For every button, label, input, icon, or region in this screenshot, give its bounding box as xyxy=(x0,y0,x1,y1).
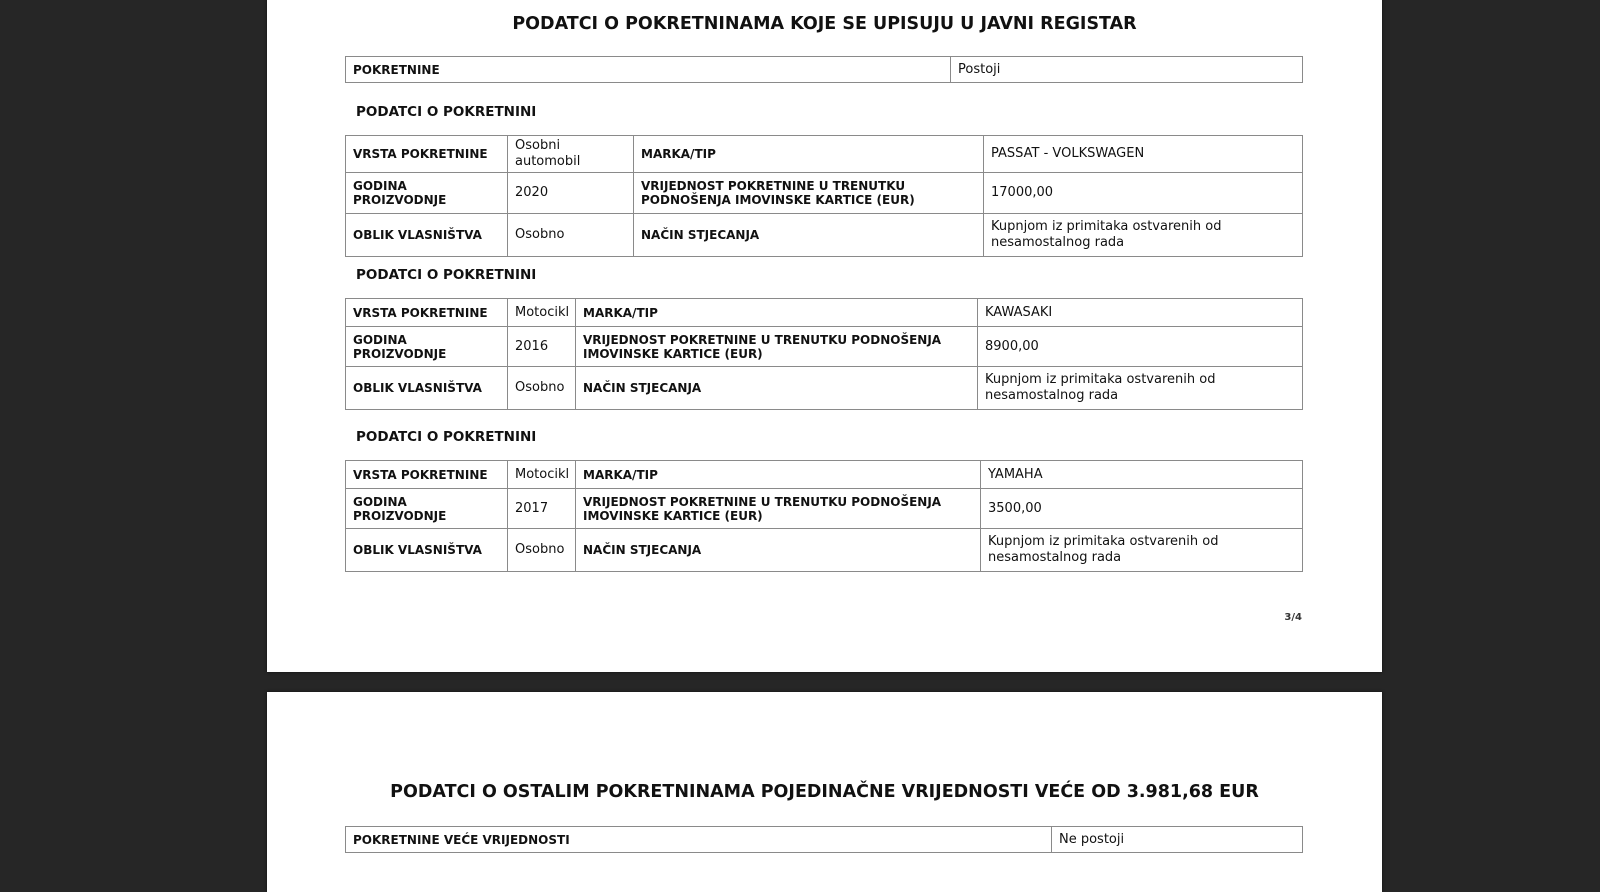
page-title: PODATCI O OSTALIM POKRETNINAMA POJEDINAČNE VRIJEDNOSTI VEĆE OD 3.981,68 EUR xyxy=(390,782,1259,802)
vrsta-value: Motocikl xyxy=(508,461,576,489)
nacin-value: Kupnjom iz primitaka ostvarenih od nesamostalnog rada xyxy=(978,367,1303,410)
table-row xyxy=(346,327,1303,367)
table-row xyxy=(346,489,1303,529)
table-row xyxy=(346,57,1303,83)
table-row xyxy=(346,367,1303,410)
table-row xyxy=(346,214,1303,257)
vrijednost-label: VRIJEDNOST POKRETNINE U TRENUTKU PODNOŠENJA IMOVINSKE KARTICE (EUR) xyxy=(634,173,984,214)
table-row xyxy=(346,461,1303,489)
vrsta-label: VRSTA POKRETNINE xyxy=(346,299,508,327)
oblik-label: OBLIK VLASNIŠTVA xyxy=(346,214,508,257)
summary-value: Ne postoji xyxy=(1052,827,1303,853)
section-heading: PODATCI O POKRETNINI xyxy=(356,429,537,445)
summary-table xyxy=(345,56,1303,83)
oblik-value: Osobno xyxy=(508,367,576,410)
vrijednost-value: 3500,00 xyxy=(981,489,1303,529)
section-heading: PODATCI O POKRETNINI xyxy=(356,104,537,120)
oblik-label: OBLIK VLASNIŠTVA xyxy=(346,529,508,572)
asset-table xyxy=(345,135,1303,257)
asset-table xyxy=(345,460,1303,572)
marka-value: PASSAT - VOLKSWAGEN xyxy=(984,136,1303,173)
summary-table xyxy=(345,826,1303,853)
marka-value: KAWASAKI xyxy=(978,299,1303,327)
godina-label: GODINA PROIZVODNJE xyxy=(346,489,508,529)
vrsta-value: Osobni automobil xyxy=(508,136,634,173)
summary-label: POKRETNINE VEĆE VRIJEDNOSTI xyxy=(346,827,1052,853)
oblik-value: Osobno xyxy=(508,529,576,572)
document-page-3 xyxy=(267,0,1382,672)
godina-value: 2016 xyxy=(508,327,576,367)
nacin-label: NAČIN STJECANJA xyxy=(634,214,984,257)
vrijednost-value: 8900,00 xyxy=(978,327,1303,367)
table-row xyxy=(346,529,1303,572)
nacin-label: NAČIN STJECANJA xyxy=(576,529,981,572)
godina-label: GODINA PROIZVODNJE xyxy=(346,173,508,214)
table-row xyxy=(346,173,1303,214)
page-title: PODATCI O POKRETNINAMA KOJE SE UPISUJU U JAVNI REGISTAR xyxy=(512,14,1137,34)
vrijednost-label: VRIJEDNOST POKRETNINE U TRENUTKU PODNOŠENJA IMOVINSKE KARTICE (EUR) xyxy=(576,327,978,367)
summary-label: POKRETNINE xyxy=(346,57,951,83)
vrsta-value: Motocikl xyxy=(508,299,576,327)
nacin-value: Kupnjom iz primitaka ostvarenih od nesamostalnog rada xyxy=(984,214,1303,257)
godina-value: 2017 xyxy=(508,489,576,529)
marka-label: MARKA/TIP xyxy=(576,461,981,489)
vrsta-label: VRSTA POKRETNINE xyxy=(346,461,508,489)
marka-label: MARKA/TIP xyxy=(576,299,978,327)
document-page-4 xyxy=(267,692,1382,892)
marka-value: YAMAHA xyxy=(981,461,1303,489)
vrijednost-value: 17000,00 xyxy=(984,173,1303,214)
table-row xyxy=(346,299,1303,327)
godina-value: 2020 xyxy=(508,173,634,214)
nacin-label: NAČIN STJECANJA xyxy=(576,367,978,410)
vrsta-label: VRSTA POKRETNINE xyxy=(346,136,508,173)
summary-value: Postoji xyxy=(951,57,1303,83)
vrijednost-label: VRIJEDNOST POKRETNINE U TRENUTKU PODNOŠENJA IMOVINSKE KARTICE (EUR) xyxy=(576,489,981,529)
section-heading: PODATCI O POKRETNINI xyxy=(356,267,537,283)
oblik-value: Osobno xyxy=(508,214,634,257)
asset-table xyxy=(345,298,1303,410)
table-row xyxy=(346,827,1303,853)
godina-label: GODINA PROIZVODNJE xyxy=(346,327,508,367)
oblik-label: OBLIK VLASNIŠTVA xyxy=(346,367,508,410)
nacin-value: Kupnjom iz primitaka ostvarenih od nesamostalnog rada xyxy=(981,529,1303,572)
marka-label: MARKA/TIP xyxy=(634,136,984,173)
table-row xyxy=(346,136,1303,173)
page-number: 3/4 xyxy=(1284,612,1302,623)
